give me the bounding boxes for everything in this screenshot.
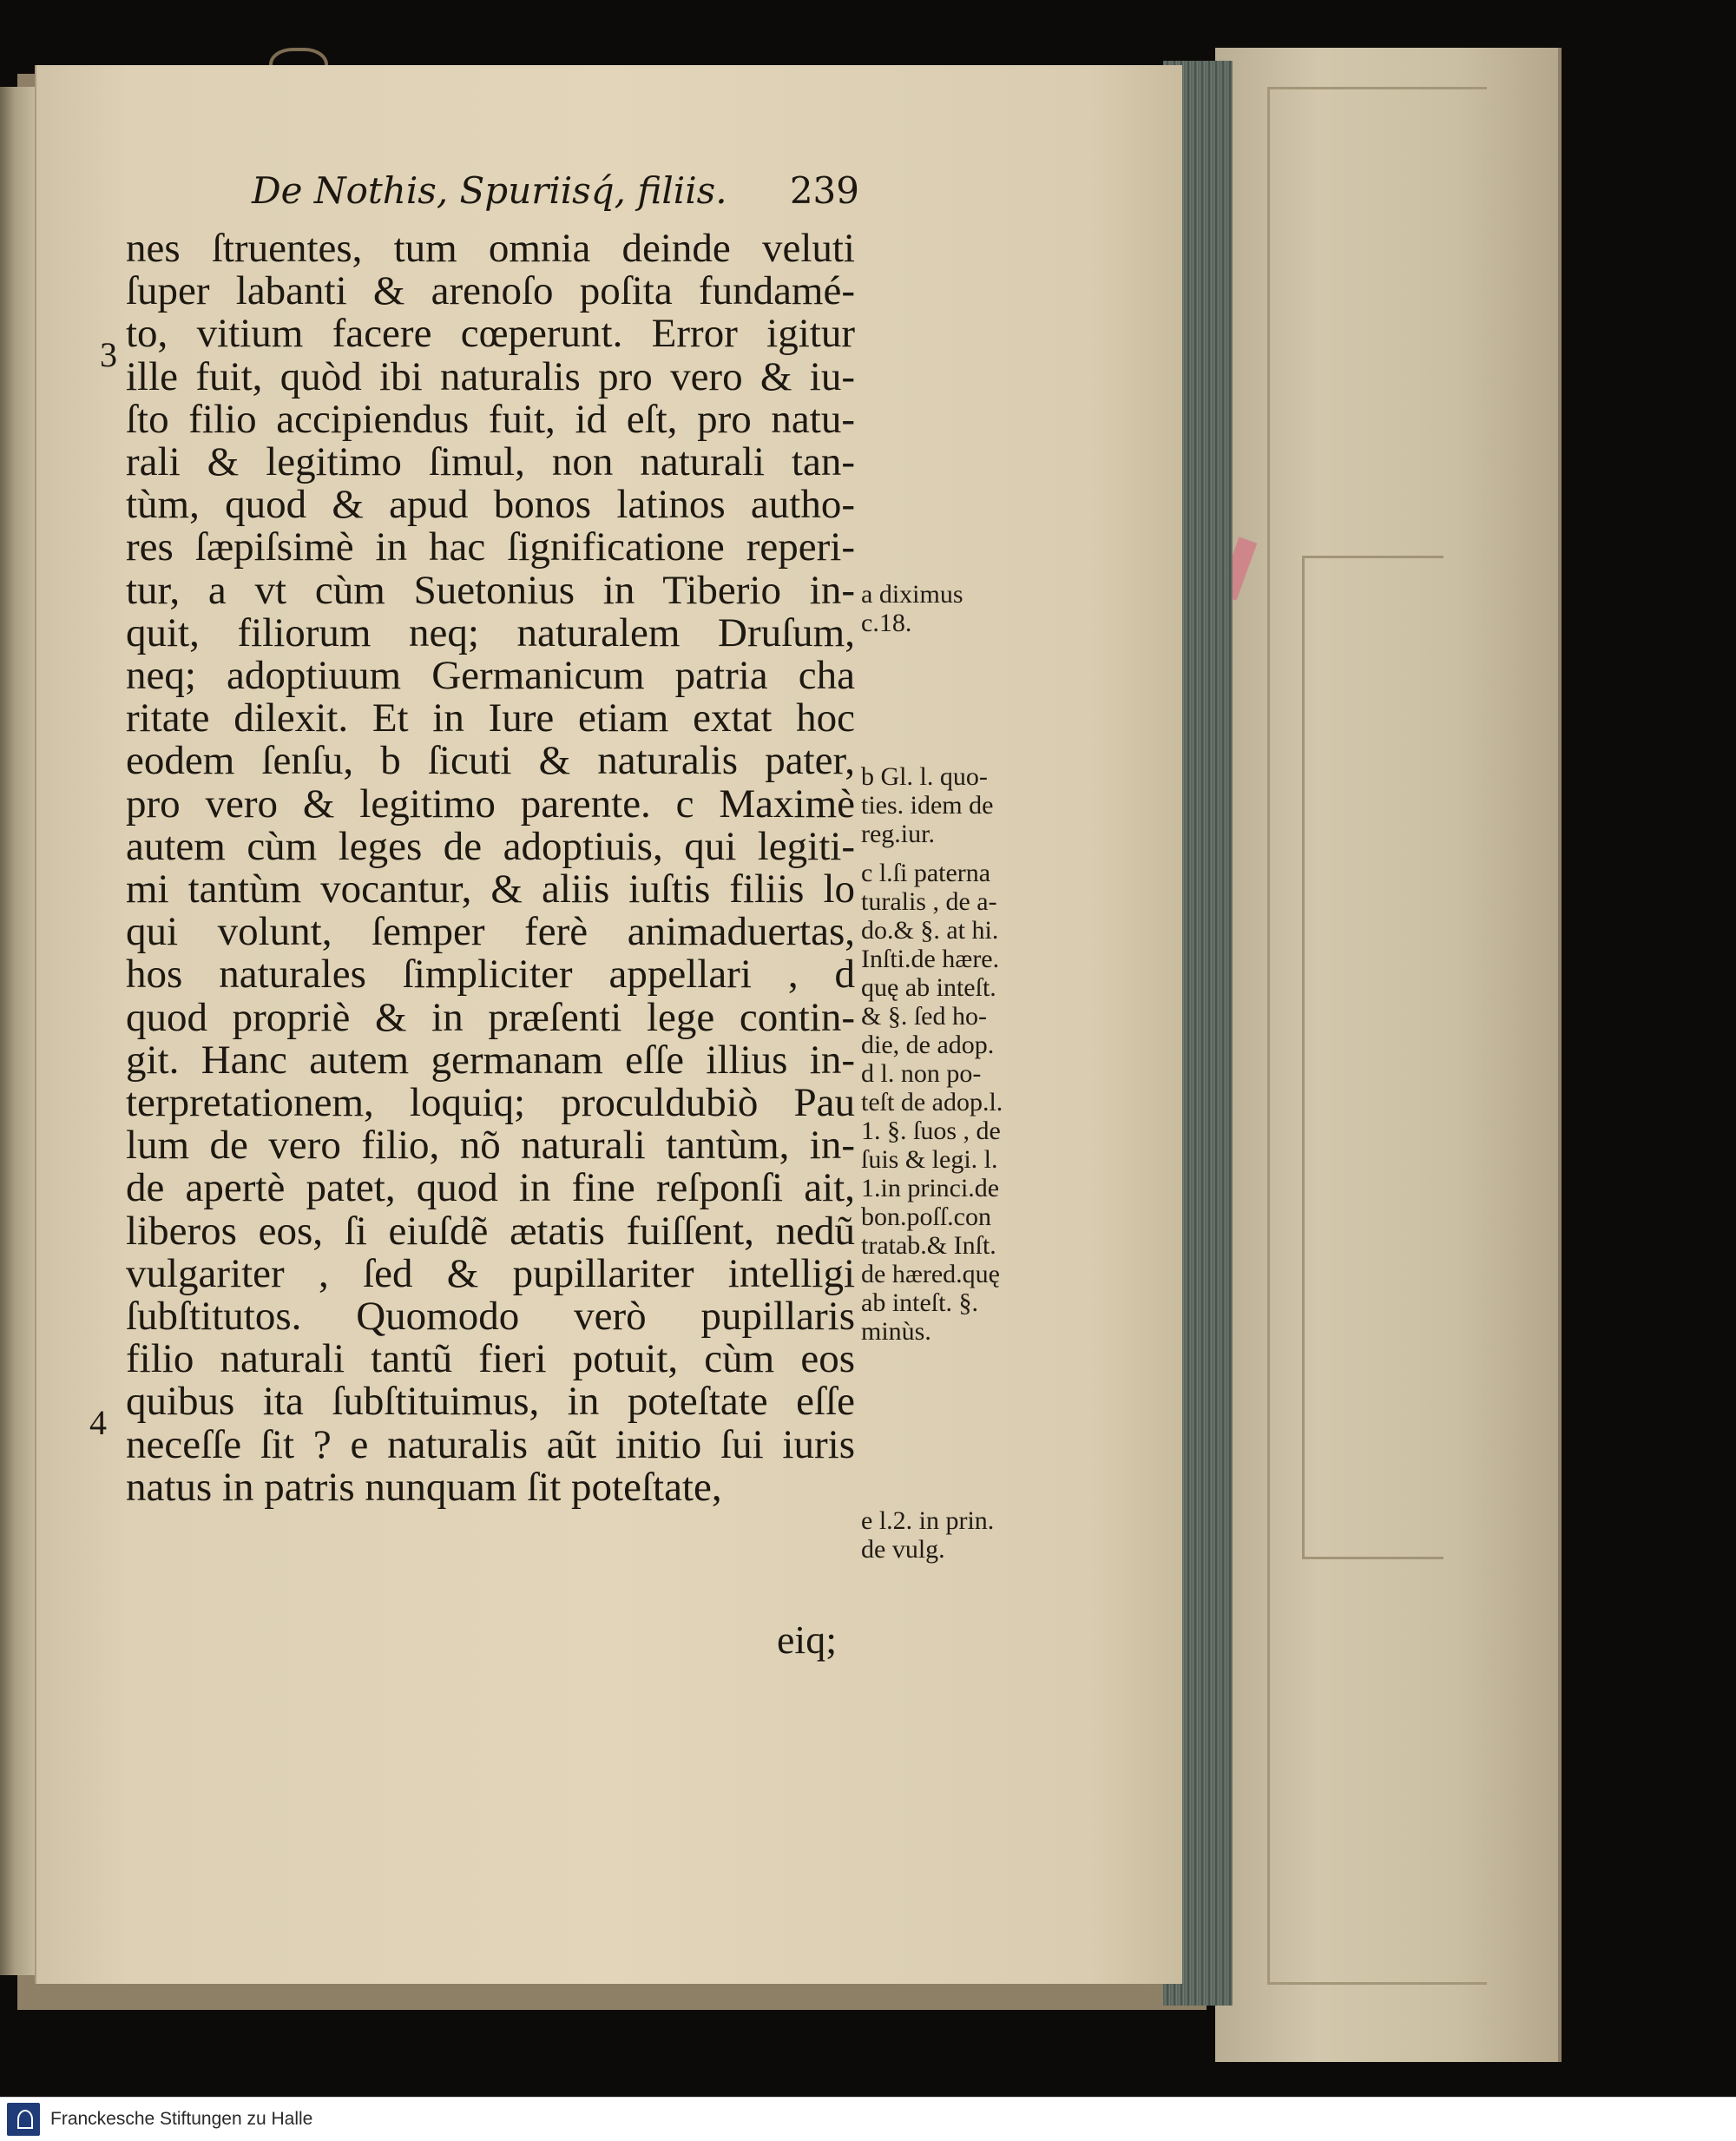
running-title: De Nothis, Spuriisq́, filiis.: [252, 169, 727, 212]
text-line: tùm, quod & apud bonos latinos autho-: [126, 482, 855, 528]
catchword: eiq;: [777, 1617, 837, 1662]
text-line: ſubſtitutos. Quomodo verò pupillaris: [126, 1294, 855, 1340]
text-line: neq; adoptiuum Germanicum patria cha: [126, 653, 855, 699]
body-text: [126, 227, 855, 1509]
note-line: e l.2. in prin.: [861, 1506, 995, 1535]
note-line: reg.iur.: [861, 820, 935, 848]
text-line: rali & legitimo ſimul, non naturali tan-: [126, 439, 855, 485]
text-line: nes ſtruentes, tum omnia deinde veluti: [126, 226, 855, 271]
page-header: [252, 169, 859, 221]
text-line: vulgariter , ſed & pupillariter intelligi: [126, 1250, 855, 1296]
text-line: filio naturali tantũ fieri potuit, cùm eos: [126, 1336, 855, 1382]
text-line: natus in patris nunquam ſit poteſtate,: [126, 1464, 722, 1510]
text-line: qui volunt, ſemper ferè animaduertas,: [126, 909, 855, 955]
text-line: tur, a vt cùm Suetonius in Tiberio in-: [126, 567, 855, 613]
note-line: ſuis & legi. l.: [861, 1145, 998, 1174]
note-line: tratab.& Inſt.: [861, 1231, 996, 1260]
text-line: lum de vero filio, nõ naturali tantùm, in-: [126, 1123, 855, 1169]
note-line: c.18.: [861, 609, 912, 637]
note-line: de vulg.: [861, 1535, 945, 1564]
text-line: autem cùm leges de adoptiuis, qui legiti-: [126, 823, 855, 869]
note-line: turalis , de a-: [861, 887, 997, 916]
marginal-note-b: [861, 762, 1061, 848]
text-line: neceſſe ſit ? e naturalis aũt initio ſui iuris: [126, 1421, 855, 1467]
text-line: to, vitium facere cœperunt. Error igitur: [126, 311, 855, 357]
text-line: eodem ſenſu, b ſicuti & naturalis pater,: [126, 738, 855, 784]
note-line: die, de adop.: [861, 1031, 995, 1059]
note-line: c l.ſi paterna: [861, 859, 991, 887]
note-line: Inſti.de hære.: [861, 945, 1000, 973]
text-line: mi tantùm vocantur, & aliis iuſtis filiis lo: [126, 866, 855, 912]
note-line: & §. ſed ho-: [861, 1002, 987, 1031]
note-line: 1. §. ſuos , de: [861, 1117, 1001, 1145]
marginal-note-c: [861, 859, 1061, 1059]
note-line: do.& §. at hi.: [861, 916, 999, 945]
note-line: ab inteſt. §.: [861, 1288, 978, 1317]
text-line: ſto filio accipiendus fuit, id eſt, pro natu-: [126, 396, 855, 442]
note-line: quę ab inteſt.: [861, 973, 996, 1002]
foundation-logo-icon: [7, 2103, 40, 2136]
text-line: ſuper labanti & arenoſo poſita fundamé-: [126, 268, 855, 314]
note-line: bon.poſſ.con: [861, 1202, 991, 1231]
note-line: a diximus: [861, 580, 963, 609]
text-line: git. Hanc autem germanam eſſe illius in-: [126, 1037, 855, 1083]
marginal-note-a: [861, 580, 1061, 637]
note-line: b Gl. l. quo-: [861, 762, 988, 791]
footer-label: Franckesche Stiftungen zu Halle: [50, 2109, 313, 2129]
page-number: 239: [789, 169, 859, 212]
text-line: quibus ita ſubſtituimus, in poteſtate eſſe: [126, 1379, 855, 1425]
text-line: liberos eos, ſi eiuſdẽ ætatis fuiſſent, nedũ: [126, 1208, 855, 1254]
text-line: pro vero & legitimo parente. c Maximè: [126, 781, 855, 827]
previous-leaf-edge: [0, 87, 36, 1975]
text-line: hos naturales ſimpliciter appellari , d: [126, 952, 855, 998]
text-line: ille fuit, quòd ibi naturalis pro vero & iu-: [126, 353, 855, 399]
text-line: terpretationem, loquiq; proculdubiò Pau: [126, 1080, 855, 1126]
section-number: 4: [89, 1403, 107, 1442]
text-line: quod propriè & in præſenti lege contin-: [126, 994, 855, 1040]
note-line: minùs.: [861, 1317, 931, 1346]
note-line: teſt de adop.l.: [861, 1088, 1003, 1117]
note-line: de hæred.quę: [861, 1260, 1000, 1288]
cover-inner-fold: [1302, 556, 1443, 1559]
text-line: quit, filiorum neq; naturalem Druſum,: [126, 609, 855, 655]
footer-bar: [0, 2097, 1736, 2141]
note-line: d l. non po-: [861, 1059, 982, 1088]
text-line: de apertè patet, quod in fine reſponſi ait,: [126, 1165, 855, 1211]
section-number: 3: [100, 335, 117, 374]
note-line: ties. idem de: [861, 791, 994, 820]
text-line: res ſæpiſsimè in hac ſignificatione reperi-: [126, 524, 855, 570]
marginal-note-e: [861, 1506, 1061, 1564]
note-line: 1.in princi.de: [861, 1174, 1000, 1202]
marginal-note-d: [861, 1059, 1061, 1346]
text-line: ritate dilexit. Et in Iure etiam extat hoc: [126, 695, 855, 741]
